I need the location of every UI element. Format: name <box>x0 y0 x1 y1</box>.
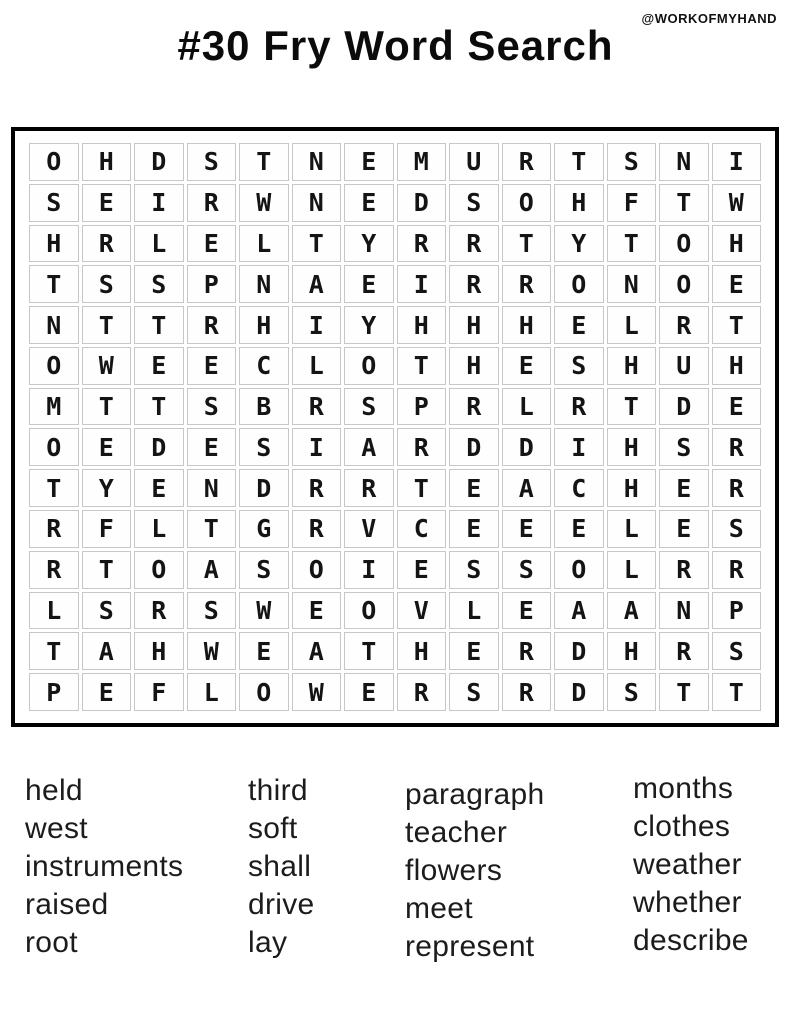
grid-cell-r5c1[interactable]: N <box>29 306 79 344</box>
grid-cell-r14c4[interactable]: L <box>187 673 237 711</box>
grid-cell-r7c3[interactable]: T <box>134 388 184 426</box>
grid-cell-r4c11[interactable]: O <box>554 265 604 303</box>
grid-cell-r14c12[interactable]: S <box>607 673 657 711</box>
grid-cell-r4c7[interactable]: E <box>344 265 394 303</box>
grid-cell-r2c2[interactable]: E <box>82 184 132 222</box>
grid-cell-r11c11[interactable]: O <box>554 551 604 589</box>
grid-cell-r5c3[interactable]: T <box>134 306 184 344</box>
grid-cell-r2c7[interactable]: E <box>344 184 394 222</box>
word-item-shall: shall <box>248 850 312 883</box>
grid-cell-r9c4[interactable]: N <box>187 469 237 507</box>
grid-cell-r12c13[interactable]: N <box>659 592 709 630</box>
grid-cell-r3c5[interactable]: L <box>239 225 289 263</box>
grid-cell-r13c1[interactable]: T <box>29 632 79 670</box>
grid-cell-r1c4[interactable]: S <box>187 143 237 181</box>
grid-cell-r9c7[interactable]: R <box>344 469 394 507</box>
grid-cell-r5c10[interactable]: H <box>502 306 552 344</box>
grid-cell-r13c3[interactable]: H <box>134 632 184 670</box>
grid-cell-r5c6[interactable]: I <box>292 306 342 344</box>
grid-cell-r13c6[interactable]: A <box>292 632 342 670</box>
grid-cell-r9c13[interactable]: E <box>659 469 709 507</box>
word-list-column-2 <box>248 772 315 962</box>
grid-cell-r7c12[interactable]: T <box>607 388 657 426</box>
grid-cell-r8c4[interactable]: E <box>187 428 237 466</box>
grid-cell-r4c2[interactable]: S <box>82 265 132 303</box>
grid-cell-r8c1[interactable]: O <box>29 428 79 466</box>
grid-cell-r8c9[interactable]: D <box>449 428 499 466</box>
word-item-root: root <box>25 926 78 959</box>
grid-cell-r6c13[interactable]: U <box>659 347 709 385</box>
grid-cell-r1c7[interactable]: E <box>344 143 394 181</box>
grid-cell-r9c9[interactable]: E <box>449 469 499 507</box>
grid-cell-r8c13[interactable]: S <box>659 428 709 466</box>
grid-cell-r4c4[interactable]: P <box>187 265 237 303</box>
grid-cell-r7c5[interactable]: B <box>239 388 289 426</box>
grid-cell-r12c14[interactable]: P <box>712 592 762 630</box>
grid-cell-r6c12[interactable]: H <box>607 347 657 385</box>
grid-cell-r8c14[interactable]: R <box>712 428 762 466</box>
grid-cell-r1c8[interactable]: M <box>397 143 447 181</box>
word-item-whether: whether <box>633 886 742 919</box>
grid-cell-r1c5[interactable]: T <box>239 143 289 181</box>
grid-cell-r13c5[interactable]: E <box>239 632 289 670</box>
grid-cell-r13c7[interactable]: T <box>344 632 394 670</box>
word-item-lay: lay <box>248 926 288 959</box>
grid-cell-r10c3[interactable]: L <box>134 510 184 548</box>
grid-cell-r6c3[interactable]: E <box>134 347 184 385</box>
grid-cell-r7c4[interactable]: S <box>187 388 237 426</box>
word-item-drive: drive <box>248 888 315 921</box>
grid-cell-r2c11[interactable]: H <box>554 184 604 222</box>
grid-cell-r4c5[interactable]: N <box>239 265 289 303</box>
grid-cell-r2c10[interactable]: O <box>502 184 552 222</box>
grid-cell-r3c10[interactable]: T <box>502 225 552 263</box>
grid-cell-r10c5[interactable]: G <box>239 510 289 548</box>
grid-cell-r14c1[interactable]: P <box>29 673 79 711</box>
grid-cell-r12c3[interactable]: R <box>134 592 184 630</box>
grid-cell-r9c12[interactable]: H <box>607 469 657 507</box>
grid-cell-r9c3[interactable]: E <box>134 469 184 507</box>
grid-cell-r10c12[interactable]: L <box>607 510 657 548</box>
grid-cell-r11c9[interactable]: S <box>449 551 499 589</box>
grid-cell-r2c5[interactable]: W <box>239 184 289 222</box>
word-search-frame <box>11 127 779 727</box>
grid-cell-r10c14[interactable]: S <box>712 510 762 548</box>
grid-cell-r3c12[interactable]: T <box>607 225 657 263</box>
grid-cell-r2c13[interactable]: T <box>659 184 709 222</box>
grid-cell-r14c5[interactable]: O <box>239 673 289 711</box>
word-search-grid <box>29 143 761 711</box>
grid-cell-r9c1[interactable]: T <box>29 469 79 507</box>
grid-cell-r12c6[interactable]: E <box>292 592 342 630</box>
grid-cell-r14c14[interactable]: T <box>712 673 762 711</box>
grid-cell-r11c6[interactable]: O <box>292 551 342 589</box>
word-item-weather: weather <box>633 848 742 881</box>
grid-cell-r5c12[interactable]: L <box>607 306 657 344</box>
grid-cell-r10c4[interactable]: T <box>187 510 237 548</box>
grid-cell-r5c9[interactable]: H <box>449 306 499 344</box>
grid-cell-r7c10[interactable]: L <box>502 388 552 426</box>
grid-cell-r7c13[interactable]: D <box>659 388 709 426</box>
grid-cell-r8c3[interactable]: D <box>134 428 184 466</box>
grid-cell-r8c7[interactable]: A <box>344 428 394 466</box>
grid-cell-r11c10[interactable]: S <box>502 551 552 589</box>
grid-cell-r12c12[interactable]: A <box>607 592 657 630</box>
grid-cell-r6c9[interactable]: H <box>449 347 499 385</box>
word-item-soft: soft <box>248 812 298 845</box>
grid-cell-r9c2[interactable]: Y <box>82 469 132 507</box>
word-item-describe: describe <box>633 924 749 957</box>
grid-cell-r4c10[interactable]: R <box>502 265 552 303</box>
grid-cell-r5c13[interactable]: R <box>659 306 709 344</box>
grid-cell-r8c2[interactable]: E <box>82 428 132 466</box>
grid-cell-r5c5[interactable]: H <box>239 306 289 344</box>
grid-cell-r12c4[interactable]: S <box>187 592 237 630</box>
grid-cell-r10c13[interactable]: E <box>659 510 709 548</box>
grid-cell-r2c12[interactable]: F <box>607 184 657 222</box>
grid-cell-r2c1[interactable]: S <box>29 184 79 222</box>
grid-cell-r1c1[interactable]: O <box>29 143 79 181</box>
word-item-instruments: instruments <box>25 850 184 883</box>
word-item-raised: raised <box>25 888 109 921</box>
grid-cell-r1c2[interactable]: H <box>82 143 132 181</box>
grid-cell-r6c5[interactable]: C <box>239 347 289 385</box>
grid-cell-r8c10[interactable]: D <box>502 428 552 466</box>
grid-cell-r13c9[interactable]: E <box>449 632 499 670</box>
grid-cell-r14c6[interactable]: W <box>292 673 342 711</box>
grid-cell-r3c11[interactable]: Y <box>554 225 604 263</box>
grid-cell-r12c10[interactable]: E <box>502 592 552 630</box>
grid-cell-r8c12[interactable]: H <box>607 428 657 466</box>
grid-cell-r7c7[interactable]: S <box>344 388 394 426</box>
word-item-paragraph: paragraph <box>405 778 545 811</box>
grid-cell-r5c4[interactable]: R <box>187 306 237 344</box>
grid-cell-r5c7[interactable]: Y <box>344 306 394 344</box>
grid-cell-r12c1[interactable]: L <box>29 592 79 630</box>
grid-cell-r14c2[interactable]: E <box>82 673 132 711</box>
grid-cell-r10c7[interactable]: V <box>344 510 394 548</box>
grid-cell-r12c9[interactable]: L <box>449 592 499 630</box>
grid-cell-r4c3[interactable]: S <box>134 265 184 303</box>
grid-cell-r10c11[interactable]: E <box>554 510 604 548</box>
grid-cell-r7c11[interactable]: R <box>554 388 604 426</box>
grid-cell-r11c5[interactable]: S <box>239 551 289 589</box>
grid-cell-r3c3[interactable]: L <box>134 225 184 263</box>
grid-cell-r11c2[interactable]: T <box>82 551 132 589</box>
grid-cell-r10c2[interactable]: F <box>82 510 132 548</box>
grid-cell-r2c8[interactable]: D <box>397 184 447 222</box>
grid-cell-r12c7[interactable]: O <box>344 592 394 630</box>
grid-cell-r4c9[interactable]: R <box>449 265 499 303</box>
grid-cell-r6c8[interactable]: T <box>397 347 447 385</box>
grid-cell-r1c11[interactable]: T <box>554 143 604 181</box>
grid-cell-r11c1[interactable]: R <box>29 551 79 589</box>
grid-cell-r4c6[interactable]: A <box>292 265 342 303</box>
grid-cell-r1c9[interactable]: U <box>449 143 499 181</box>
grid-cell-r4c12[interactable]: N <box>607 265 657 303</box>
grid-cell-r13c8[interactable]: H <box>397 632 447 670</box>
grid-cell-r13c14[interactable]: S <box>712 632 762 670</box>
grid-cell-r13c10[interactable]: R <box>502 632 552 670</box>
grid-cell-r3c1[interactable]: H <box>29 225 79 263</box>
word-item-west: west <box>25 812 88 845</box>
grid-cell-r7c2[interactable]: T <box>82 388 132 426</box>
grid-cell-r6c2[interactable]: W <box>82 347 132 385</box>
grid-cell-r6c1[interactable]: O <box>29 347 79 385</box>
grid-cell-r8c8[interactable]: R <box>397 428 447 466</box>
grid-cell-r11c12[interactable]: L <box>607 551 657 589</box>
grid-cell-r2c6[interactable]: N <box>292 184 342 222</box>
grid-cell-r2c9[interactable]: S <box>449 184 499 222</box>
grid-cell-r6c4[interactable]: E <box>187 347 237 385</box>
grid-cell-r14c9[interactable]: S <box>449 673 499 711</box>
word-item-months: months <box>633 772 734 805</box>
grid-cell-r11c4[interactable]: A <box>187 551 237 589</box>
grid-cell-r3c9[interactable]: R <box>449 225 499 263</box>
grid-cell-r11c8[interactable]: E <box>397 551 447 589</box>
grid-cell-r7c9[interactable]: R <box>449 388 499 426</box>
grid-cell-r3c4[interactable]: E <box>187 225 237 263</box>
grid-cell-r2c4[interactable]: R <box>187 184 237 222</box>
word-item-meet: meet <box>405 892 473 925</box>
grid-cell-r6c11[interactable]: S <box>554 347 604 385</box>
grid-cell-r8c11[interactable]: I <box>554 428 604 466</box>
grid-cell-r3c7[interactable]: Y <box>344 225 394 263</box>
grid-cell-r11c14[interactable]: R <box>712 551 762 589</box>
grid-cell-r13c12[interactable]: H <box>607 632 657 670</box>
page-title: #30 Fry Word Search <box>177 22 614 69</box>
grid-cell-r7c8[interactable]: P <box>397 388 447 426</box>
word-item-held: held <box>25 774 83 807</box>
grid-cell-r6c14[interactable]: H <box>712 347 762 385</box>
grid-cell-r3c13[interactable]: O <box>659 225 709 263</box>
grid-cell-r13c11[interactable]: D <box>554 632 604 670</box>
grid-cell-r13c2[interactable]: A <box>82 632 132 670</box>
grid-cell-r3c6[interactable]: T <box>292 225 342 263</box>
grid-cell-r4c8[interactable]: I <box>397 265 447 303</box>
grid-cell-r1c12[interactable]: S <box>607 143 657 181</box>
grid-cell-r5c11[interactable]: E <box>554 306 604 344</box>
grid-cell-r4c14[interactable]: E <box>712 265 762 303</box>
grid-cell-r14c3[interactable]: F <box>134 673 184 711</box>
word-item-represent: represent <box>405 930 535 963</box>
grid-cell-r2c14[interactable]: W <box>712 184 762 222</box>
grid-cell-r8c5[interactable]: S <box>239 428 289 466</box>
grid-cell-r9c6[interactable]: R <box>292 469 342 507</box>
grid-cell-r5c8[interactable]: H <box>397 306 447 344</box>
grid-cell-r14c10[interactable]: R <box>502 673 552 711</box>
grid-cell-r12c11[interactable]: A <box>554 592 604 630</box>
grid-cell-r7c6[interactable]: R <box>292 388 342 426</box>
grid-cell-r9c8[interactable]: T <box>397 469 447 507</box>
grid-cell-r4c13[interactable]: O <box>659 265 709 303</box>
grid-cell-r10c10[interactable]: E <box>502 510 552 548</box>
grid-cell-r6c6[interactable]: L <box>292 347 342 385</box>
grid-cell-r14c13[interactable]: T <box>659 673 709 711</box>
grid-cell-r4c1[interactable]: T <box>29 265 79 303</box>
grid-cell-r1c13[interactable]: N <box>659 143 709 181</box>
grid-cell-r14c11[interactable]: D <box>554 673 604 711</box>
grid-cell-r9c5[interactable]: D <box>239 469 289 507</box>
grid-cell-r11c3[interactable]: O <box>134 551 184 589</box>
grid-cell-r6c7[interactable]: O <box>344 347 394 385</box>
grid-cell-r3c14[interactable]: H <box>712 225 762 263</box>
word-list-column-1 <box>25 772 183 962</box>
word-list-column-3 <box>405 776 544 966</box>
grid-cell-r10c6[interactable]: R <box>292 510 342 548</box>
grid-cell-r1c6[interactable]: N <box>292 143 342 181</box>
grid-cell-r13c13[interactable]: R <box>659 632 709 670</box>
grid-cell-r14c8[interactable]: R <box>397 673 447 711</box>
grid-cell-r1c10[interactable]: R <box>502 143 552 181</box>
grid-cell-r5c2[interactable]: T <box>82 306 132 344</box>
grid-cell-r7c1[interactable]: M <box>29 388 79 426</box>
word-item-third: third <box>248 774 308 807</box>
grid-cell-r3c2[interactable]: R <box>82 225 132 263</box>
grid-cell-r11c13[interactable]: R <box>659 551 709 589</box>
grid-cell-r10c8[interactable]: C <box>397 510 447 548</box>
word-item-flowers: flowers <box>405 854 503 887</box>
grid-cell-r5c14[interactable]: T <box>712 306 762 344</box>
grid-cell-r8c6[interactable]: I <box>292 428 342 466</box>
grid-cell-r10c1[interactable]: R <box>29 510 79 548</box>
word-item-teacher: teacher <box>405 816 508 849</box>
grid-cell-r1c14[interactable]: I <box>712 143 762 181</box>
grid-cell-r11c7[interactable]: I <box>344 551 394 589</box>
grid-cell-r9c10[interactable]: A <box>502 469 552 507</box>
grid-cell-r3c8[interactable]: R <box>397 225 447 263</box>
word-list-column-4 <box>633 770 749 960</box>
watermark: @WORKOFMYHAND <box>641 11 777 26</box>
grid-cell-r12c5[interactable]: W <box>239 592 289 630</box>
grid-cell-r13c4[interactable]: W <box>187 632 237 670</box>
word-item-clothes: clothes <box>633 810 731 843</box>
grid-cell-r9c14[interactable]: R <box>712 469 762 507</box>
grid-cell-r14c7[interactable]: E <box>344 673 394 711</box>
grid-cell-r12c2[interactable]: S <box>82 592 132 630</box>
grid-cell-r6c10[interactable]: E <box>502 347 552 385</box>
grid-cell-r1c3[interactable]: D <box>134 143 184 181</box>
grid-cell-r12c8[interactable]: V <box>397 592 447 630</box>
grid-cell-r10c9[interactable]: E <box>449 510 499 548</box>
grid-cell-r7c14[interactable]: E <box>712 388 762 426</box>
grid-cell-r9c11[interactable]: C <box>554 469 604 507</box>
grid-cell-r2c3[interactable]: I <box>134 184 184 222</box>
